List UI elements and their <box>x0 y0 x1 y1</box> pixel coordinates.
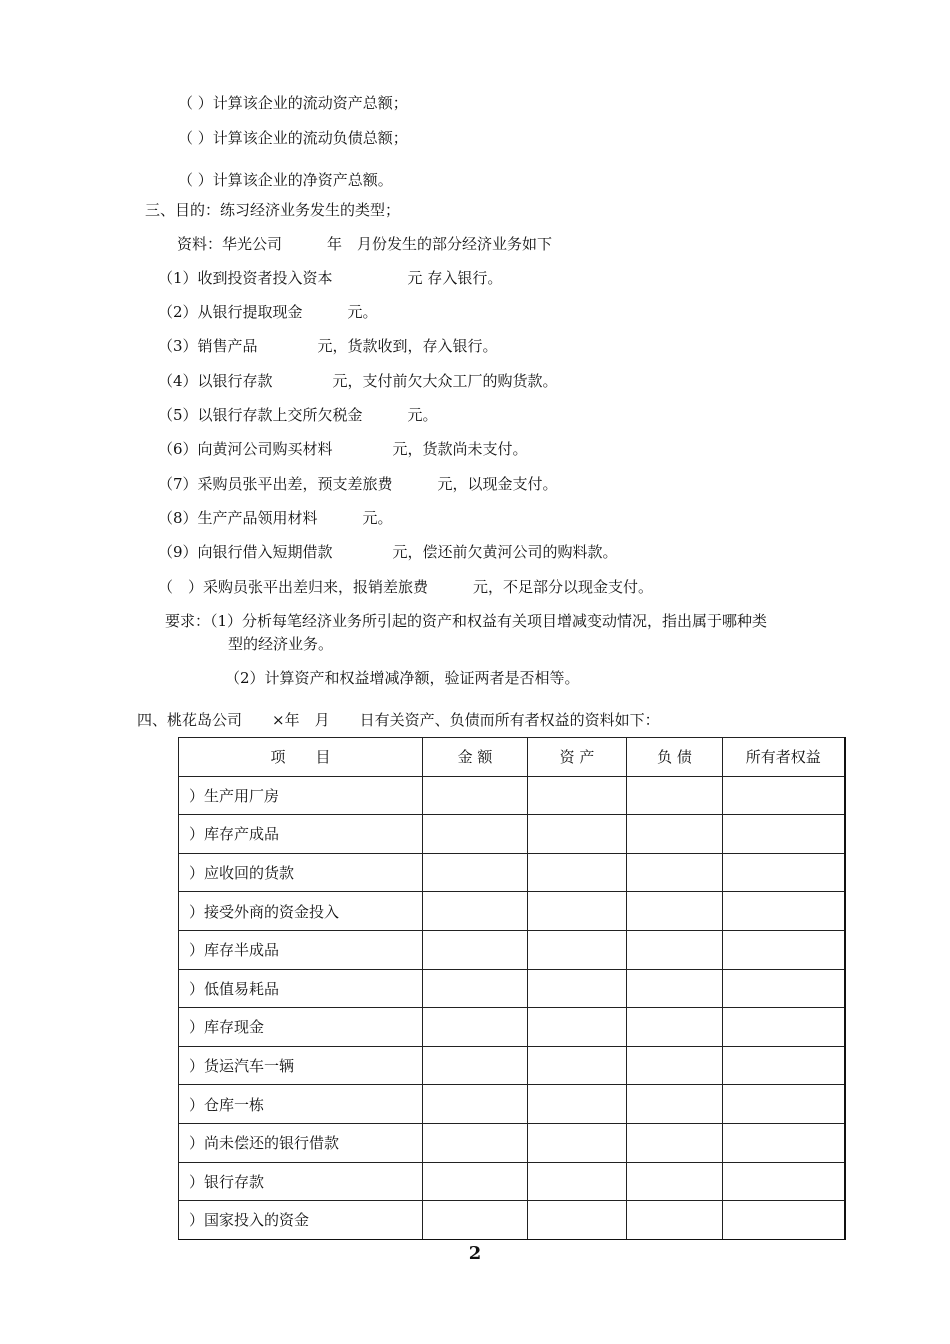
cell-liabilities[interactable] <box>627 1123 723 1162</box>
question-net-assets: （ ）计算该企业的净资产总额。 <box>178 171 393 189</box>
cell-amount[interactable] <box>423 1162 528 1201</box>
header-item: 项 目 <box>179 738 423 777</box>
cell-assets[interactable] <box>528 969 627 1008</box>
cell-liabilities[interactable] <box>627 1201 723 1240</box>
table-row <box>179 776 845 815</box>
requirement-1: 要求：（1）分析每笔经济业务所引起的资产和权益有关项目增减变动情况，指出属于哪种类 <box>165 612 768 630</box>
cell-amount[interactable] <box>423 1046 528 1085</box>
table-row <box>179 892 845 931</box>
row-label: ）国家投入的资金 <box>179 1201 423 1240</box>
transaction-item: （2）从银行提取现金 元。 <box>158 303 378 321</box>
cell-liabilities[interactable] <box>627 1046 723 1085</box>
page-number: 2 <box>468 1243 482 1264</box>
table-row <box>179 969 845 1008</box>
cell-assets[interactable] <box>528 1008 627 1047</box>
assets-liabilities-table <box>178 737 846 1240</box>
transaction-item: （9）向银行借入短期借款 元，偿还前欠黄河公司的购料款。 <box>158 543 618 561</box>
cell-amount[interactable] <box>423 892 528 931</box>
cell-liabilities[interactable] <box>627 776 723 815</box>
cell-amount[interactable] <box>423 1085 528 1124</box>
cell-assets[interactable] <box>528 1162 627 1201</box>
cell-amount[interactable] <box>423 853 528 892</box>
cell-assets[interactable] <box>528 892 627 931</box>
table-row <box>179 815 845 854</box>
row-label: ）接受外商的资金投入 <box>179 892 423 931</box>
cell-liabilities[interactable] <box>627 1008 723 1047</box>
cell-liabilities[interactable] <box>627 1162 723 1201</box>
cell-owners-equity[interactable] <box>723 1085 845 1124</box>
cell-assets[interactable] <box>528 1123 627 1162</box>
cell-owners-equity[interactable] <box>723 892 845 931</box>
cell-assets[interactable] <box>528 1085 627 1124</box>
cell-assets[interactable] <box>528 776 627 815</box>
cell-liabilities[interactable] <box>627 853 723 892</box>
transaction-item: （ ）采购员张平出差归来，报销差旅费 元，不足部分以现金支付。 <box>158 578 654 596</box>
section3-material: 资料：华光公司 年 月份发生的部分经济业务如下 <box>177 235 553 253</box>
transaction-item: （6）向黄河公司购买材料 元，货款尚未支付。 <box>158 440 528 458</box>
table-row <box>179 1123 845 1162</box>
section3-title: 三、目的：练习经济业务发生的类型； <box>145 201 401 219</box>
cell-owners-equity[interactable] <box>723 815 845 854</box>
section4-title: 四、桃花岛公司 ×年 月 日有关资产、负债而所有者权益的资料如下： <box>137 711 660 729</box>
header-assets: 资 产 <box>528 738 627 777</box>
row-label: ）低值易耗品 <box>179 969 423 1008</box>
transaction-item: （4）以银行存款 元，支付前欠大众工厂的购货款。 <box>158 372 558 390</box>
cell-assets[interactable] <box>528 815 627 854</box>
table-row <box>179 1008 845 1047</box>
cell-owners-equity[interactable] <box>723 853 845 892</box>
cell-assets[interactable] <box>528 1046 627 1085</box>
cell-owners-equity[interactable] <box>723 1046 845 1085</box>
cell-owners-equity[interactable] <box>723 1008 845 1047</box>
cell-amount[interactable] <box>423 1008 528 1047</box>
row-label: ）应收回的货款 <box>179 853 423 892</box>
table-row <box>179 853 845 892</box>
requirement-1-continued: 型的经济业务。 <box>228 635 334 653</box>
header-liabilities: 负 债 <box>627 738 723 777</box>
header-amount: 金 额 <box>423 738 528 777</box>
cell-assets[interactable] <box>528 853 627 892</box>
cell-owners-equity[interactable] <box>723 1201 845 1240</box>
cell-liabilities[interactable] <box>627 930 723 969</box>
cell-amount[interactable] <box>423 815 528 854</box>
cell-owners-equity[interactable] <box>723 930 845 969</box>
question-current-assets: （ ）计算该企业的流动资产总额； <box>178 94 408 112</box>
row-label: ）库存产成品 <box>179 815 423 854</box>
row-label: ）仓库一栋 <box>179 1085 423 1124</box>
question-current-liabilities: （ ）计算该企业的流动负债总额； <box>178 129 408 147</box>
row-label: ）生产用厂房 <box>179 776 423 815</box>
cell-owners-equity[interactable] <box>723 1162 845 1201</box>
requirement-2: （2）计算资产和权益增减净额，验证两者是否相等。 <box>225 669 580 687</box>
row-label: ）货运汽车一辆 <box>179 1046 423 1085</box>
row-label: ）库存现金 <box>179 1008 423 1047</box>
row-label: ）库存半成品 <box>179 930 423 969</box>
row-label: ）银行存款 <box>179 1162 423 1201</box>
cell-owners-equity[interactable] <box>723 969 845 1008</box>
cell-owners-equity[interactable] <box>723 776 845 815</box>
transaction-item: （1）收到投资者投入资本 元 存入银行。 <box>158 269 503 287</box>
cell-amount[interactable] <box>423 969 528 1008</box>
table-row <box>179 1046 845 1085</box>
row-label: ）尚未偿还的银行借款 <box>179 1123 423 1162</box>
cell-amount[interactable] <box>423 1201 528 1240</box>
cell-amount[interactable] <box>423 1123 528 1162</box>
cell-liabilities[interactable] <box>627 1085 723 1124</box>
cell-liabilities[interactable] <box>627 815 723 854</box>
table-header-row <box>179 738 845 777</box>
cell-liabilities[interactable] <box>627 969 723 1008</box>
transaction-item: （3）销售产品 元，货款收到，存入银行。 <box>158 337 498 355</box>
table-row <box>179 1085 845 1124</box>
transaction-item: （5）以银行存款上交所欠税金 元。 <box>158 406 438 424</box>
cell-assets[interactable] <box>528 1201 627 1240</box>
table-row <box>179 930 845 969</box>
transaction-item: （8）生产产品领用材料 元。 <box>158 509 393 527</box>
table-row <box>179 1201 845 1240</box>
cell-liabilities[interactable] <box>627 892 723 931</box>
cell-amount[interactable] <box>423 930 528 969</box>
header-owners-equity: 所有者权益 <box>723 738 845 777</box>
cell-assets[interactable] <box>528 930 627 969</box>
cell-owners-equity[interactable] <box>723 1123 845 1162</box>
transaction-item: （7）采购员张平出差，预支差旅费 元，以现金支付。 <box>158 475 558 493</box>
table-row <box>179 1162 845 1201</box>
cell-amount[interactable] <box>423 776 528 815</box>
